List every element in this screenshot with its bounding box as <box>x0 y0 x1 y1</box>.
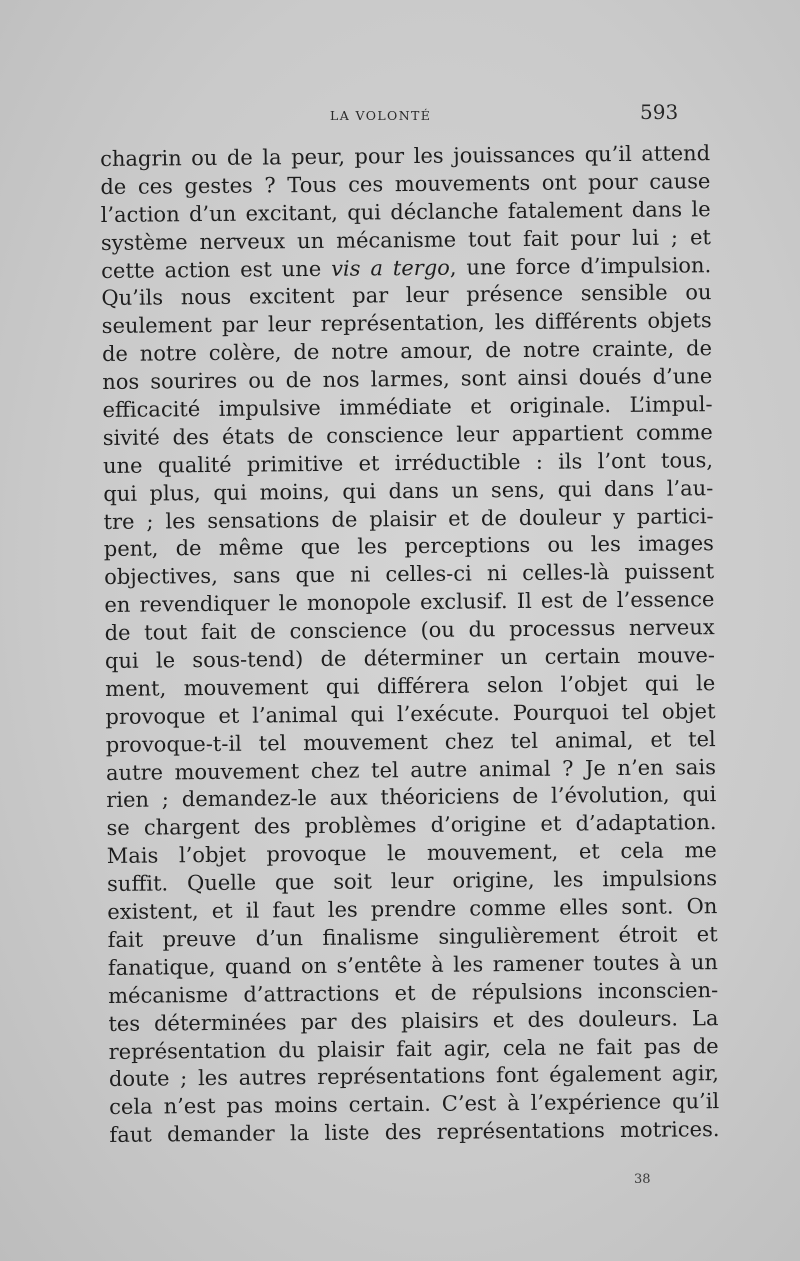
text-line: doute ; les autres représentations font également agir, <box>108 1061 720 1092</box>
text-line: provoque et l’animal qui l’exécute. Pourquoi tel objet <box>105 698 716 729</box>
text-line: efficacité impulsive immédiate et originale. L’impul- <box>102 392 713 423</box>
page-number: 593 <box>640 100 679 124</box>
text-line: nos sourires ou de nos larmes, sont ainsi doués d’une <box>102 364 713 395</box>
text-line: Qu’ils nous excitent par leur présence sensible ou <box>101 280 712 311</box>
text-line: pent, de même que les perceptions ou les images <box>103 531 714 562</box>
text-line: qui plus, qui moins, qui dans un sens, qui dans l’au- <box>103 475 714 506</box>
text-line: de tout fait de conscience (ou du processus nerveux <box>104 615 715 646</box>
text-line: qui le sous-tend) de déterminer un certain mouve- <box>104 643 716 674</box>
text-line: suffit. Quelle que soit leur origine, les impulsions <box>106 866 718 897</box>
text-line: une qualité primitive et irréductible : ils l’ont tous, <box>102 447 714 478</box>
text-line: tes déterminées par des plaisirs et des douleurs. La <box>108 1005 719 1036</box>
signature-mark: 38 <box>634 1172 651 1187</box>
text-line: fait preuve d’un finalisme singulièrement étroit et <box>107 922 718 952</box>
running-title: LA VOLONTÉ <box>330 108 432 123</box>
text-line: représentation du plaisir fait agir, cela ne fait pas de <box>108 1033 719 1064</box>
text-line: objectives, sans que ni celles-ci ni celles-là puissent <box>104 559 715 590</box>
text-line: chagrin ou de la peur, pour les jouissances qu’il attend <box>100 141 711 171</box>
text-line: provoque-t-il tel mouvement chez tel animal, et tel <box>105 726 716 757</box>
text-line: l’action d’un excitant, qui déclanche fatalement dans le <box>100 196 711 227</box>
text-line: existent, et il faut les prendre comme elles sont. On <box>107 894 718 925</box>
text-line: cela n’est pas moins certain. C’est à l’expérience qu’il <box>109 1089 720 1120</box>
text-line: autre mouvement chez tel autre animal ? Je n’en sais <box>105 754 717 785</box>
text-line: système nerveux un mécanisme tout fait pour lui ; et <box>100 224 712 255</box>
text-line: de ces gestes ? Tous ces mouvements ont pour cause <box>100 169 711 199</box>
text-line: seulement par leur représentation, les différents objets <box>101 308 712 339</box>
text-line: rien ; demandez-le aux théoriciens de l’évolution, qui <box>106 782 717 813</box>
body-text <box>100 140 720 1150</box>
text-line: cette action est une vis a tergo, une force d’impulsion. <box>101 252 712 283</box>
text-line: fanatique, quand on s’entête à les ramener toutes à un <box>107 949 718 980</box>
text-line: sivité des états de conscience leur appartient comme <box>102 420 713 450</box>
running-head <box>0 100 800 130</box>
text-line: de notre colère, de notre amour, de notre crainte, de <box>101 336 713 367</box>
text-line: ment, mouvement qui différera selon l’objet qui le <box>105 671 716 701</box>
latin-phrase: vis a tergo <box>331 255 450 281</box>
text-line: faut demander la liste des représentations motrices. <box>109 1117 720 1148</box>
text-line: se chargent des problèmes d’origine et d’adaptation. <box>106 810 717 841</box>
text-line: tre ; les sensations de plaisir et de douleur y partici- <box>103 503 714 534</box>
text-line: mécanisme d’attractions et de répulsions inconscien- <box>108 977 719 1008</box>
text-line: Mais l’objet provoque le mouvement, et cela me <box>106 838 717 869</box>
text-line: en revendiquer le monopole exclusif. Il est de l’essence <box>104 587 715 618</box>
